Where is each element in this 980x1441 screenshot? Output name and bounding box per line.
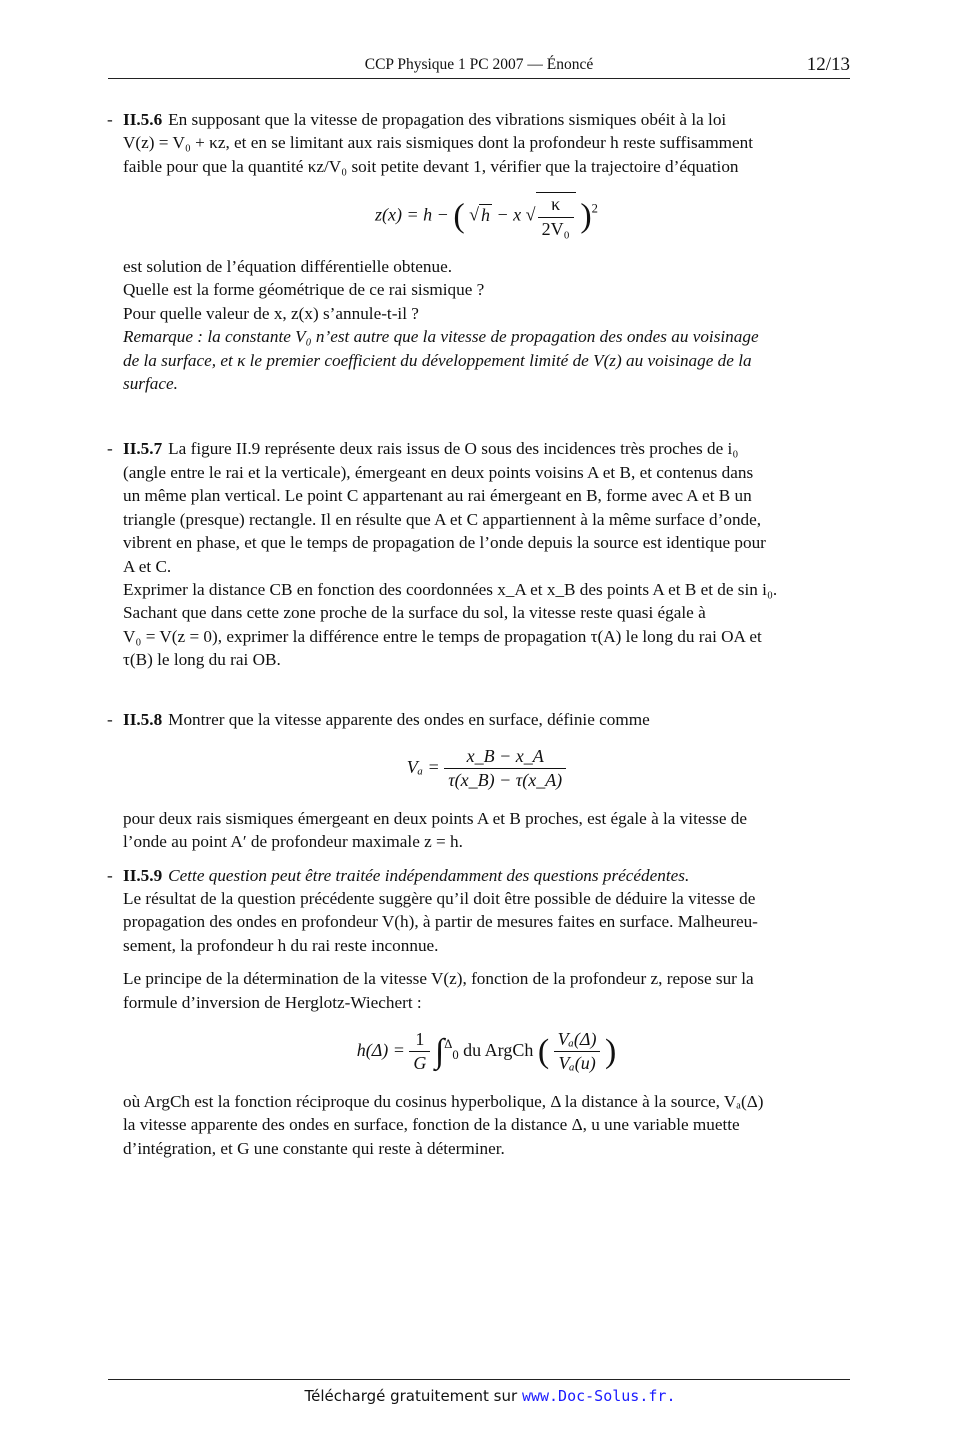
page-footer: Téléchargé gratuitement sur www.Doc-Solus.fr. [304,1387,676,1405]
page-number: 12/13 [806,54,850,75]
equation-herglotz-wiechert: h(Δ) = $\frac{1}{G}$ ∫$^\Delta_0$ du ArgCh ( $\frac{\text{Vₐ(Δ)}}{\text{Vₐ(u)}}$ ) [356,1029,617,1074]
question-ii-5-8: - II.5.8 Montrer que la vitesse apparente des ondes en surface, définie comme Vₐ = $\frac{x\_B - x\_A}{\tau(x\_B) - \tau(x\_A)}$ pour deux rais sismiques émergeant en deux points A et B proches, est égale à la vitesse de l’onde au point A′ de profondeur maximale z = h. [123,708,850,854]
question-ii-5-7: - II.5.7 La figure II.9 représente deux rais issus de O sous des incidences très proches de i₀ (angle entre le rai et la verticale), émergeant en deux points voisins A et B, et contenus dans un même plan vertical. Le point C appartenant au rai émergeant en B, forme avec A et B un triangle (presque) rectangle. Il en résulte que A et C appartiennent à la même surface d’onde, vibrent en phase, et que le temps de propagation de l’onde depuis la source est identique pour A et C. Exprimer la distance CB en fonction des coordonnées x_A et x_B des points A et B et de sin i₀. Sachant que dans cette zone proche de la surface du sol, la vitesse reste quasi égale à V₀ = V(z = 0), exprimer la différence entre le temps de propagation τ(A) le long du rai OA et τ(B) le long du rai OB. [107,439,778,670]
question-id: II.5.8 [123,709,163,729]
equation-apparent-speed: Vₐ = $\frac{x\_B - x\_A}{\tau(x\_B) - \tau(x\_A)}$ [123,745,850,793]
page-header [108,54,850,80]
header-rule [108,78,850,79]
remark: Remarque : la constante V₀ n’est autre que la vitesse de propagation des ondes au voisinage [123,327,759,347]
page-content [107,108,850,1160]
question-id: II.5.6 [123,110,163,129]
footer-rule [108,1379,850,1380]
question-ii-5-6: - II.5.6 En supposant que la vitesse de propagation des vibrations sismiques obéit à la loi V(z) = V₀ + κz, et en se limitant aux rais sismiques dont la profondeur h reste suffisamment faible pour que la quantité κz/V₀ soit petite devant 1, vérifier que la trajectoire d’équation z(x) = h − ( √ h − x √ $\frac{\kappa}{\text{2V₀}}$ )$^2$ est solution de l’équation différentielle obtenue. Quelle est la forme géométrique de ce rai sismique ? Pour quelle valeur de x, z(x) s’annule-t-il ? Remarque : la constante V₀ n’est autre que la vitesse de propagation des ondes au voisinage de la surface, et κ le premier coefficient du développement limité de V(z) au voisinage de la surface. [123,108,850,395]
header-title: CCP Physique 1 PC 2007 — Énoncé [364,56,594,73]
question-ii-5-9: - II.5.9 Cette question peut être traitée indépendamment des questions précédentes. Le résultat de la question précédente suggère qu’il doit être possible de déduire la vitesse de propagation des ondes en profondeur V(h), à partir de mesures faites en surface. Malheureu- sement, la profondeur h du rai reste inconnue. Le principe de la détermination de la vitesse V(z), fonction de la profondeur z, repose sur la formule d’inversion de Herglotz-Wiechert : h(Δ) = $\frac{1}{G}$ ∫$^\Delta_0$ du ArgCh ( $\frac{\text{Vₐ(Δ)}}{\text{Vₐ(u)}}$ ) où ArgCh est la fonction réciproque du cosinus hyperbolique, Δ la distance à la source, Vₐ(Δ) la vitesse apparente des ondes en surface, fonction de la distance Δ, u une variable muette d’intégration, et G une constante qui reste à déterminer. [123,864,850,1160]
equation-trajectory: z(x) = h − ( √ h − x √ $\frac{\kappa}{\text{2V₀}}$ )$^2$ [123,192,850,241]
doc-solus-link[interactable]: www.Doc-Solus.fr [521,1387,667,1405]
question-id: II.5.9 [123,865,163,885]
question-id: II.5.7 [123,439,163,459]
